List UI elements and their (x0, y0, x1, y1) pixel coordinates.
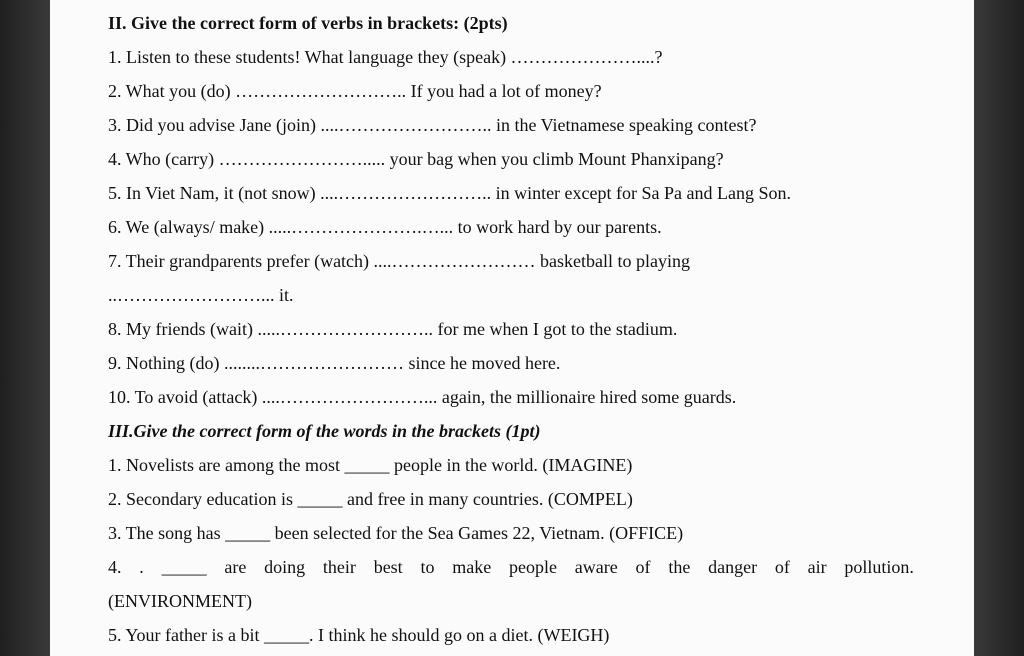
item-4-word: air (807, 557, 827, 577)
item-4-word: danger (708, 557, 758, 577)
item-4-word: their (322, 557, 356, 577)
section-3-item-2: 2. Secondary education is _____ and free in many countries. (COMPEL) (108, 489, 633, 509)
section-2-item-10: 10. To avoid (attack) ....……………………... again, the millionaire hired some guards. (108, 387, 737, 407)
section-2-item-3: 3. Did you advise Jane (join) ....…………………….. in the Vietnamese speaking contest? (108, 115, 757, 135)
item-4-word: best (373, 557, 403, 577)
section-3-heading: III.Give the correct form of the words in the brackets (1pt) (108, 421, 541, 441)
section-2-item-8: 8. My friends (wait) .....…………………….. for me when I got to the stadium. (108, 319, 678, 339)
item-4-word: the (668, 557, 691, 577)
background-left-edge (0, 0, 50, 656)
item-4-word: 4. (108, 557, 122, 577)
section-3-item-4 (108, 550, 914, 584)
section-2-item-1: 1. Listen to these students! What language they (speak) …………………....? (108, 47, 663, 67)
background-right-edge (974, 0, 1024, 656)
item-4-word: people (509, 557, 558, 577)
item-4-word: make (452, 557, 492, 577)
section-2-item-2: 2. What you (do) ……………………….. If you had a lot of money? (108, 81, 602, 101)
section-3-item-1: 1. Novelists are among the most _____ people in the world. (IMAGINE) (108, 455, 633, 475)
section-2-item-5: 5. In Viet Nam, it (not snow) ....…………………….. in winter except for Sa Pa and Lang Son. (108, 183, 791, 203)
worksheet-content (108, 6, 914, 652)
item-4-word: . (139, 557, 144, 577)
section-2-item-6: 6. We (always/ make) .....………………….…... to work hard by our parents. (108, 217, 662, 237)
item-4-word: are (224, 557, 247, 577)
item-4-word: doing (264, 557, 306, 577)
item-4-word: pollution. (844, 557, 914, 577)
item-4-word: of (774, 557, 790, 577)
worksheet-page (50, 0, 974, 656)
section-2-item-7: 7. Their grandparents prefer (watch) ....…………………… basketball to playing (108, 251, 691, 271)
item-4-word: of (635, 557, 651, 577)
section-3-item-4-continuation: (ENVIRONMENT) (108, 591, 252, 611)
section-2-item-9: 9. Nothing (do) ........…………………… since he moved here. (108, 353, 561, 373)
item-4-word: to (420, 557, 435, 577)
section-3-item-3: 3. The song has _____ been selected for the Sea Games 22, Vietnam. (OFFICE) (108, 523, 684, 543)
item-4-blank: _____ (161, 557, 207, 577)
item-4-word: aware (574, 557, 618, 577)
section-2-item-4: 4. Who (carry) ……………………..... your bag when you climb Mount Phanxipang? (108, 149, 724, 169)
section-3-item-5: 5. Your father is a bit _____. I think he should go on a diet. (WEIGH) (108, 625, 610, 645)
section-2-item-7-continuation: ..……………………... it. (108, 285, 294, 305)
section-2-heading: II. Give the correct form of verbs in brackets: (2pts) (108, 13, 508, 33)
